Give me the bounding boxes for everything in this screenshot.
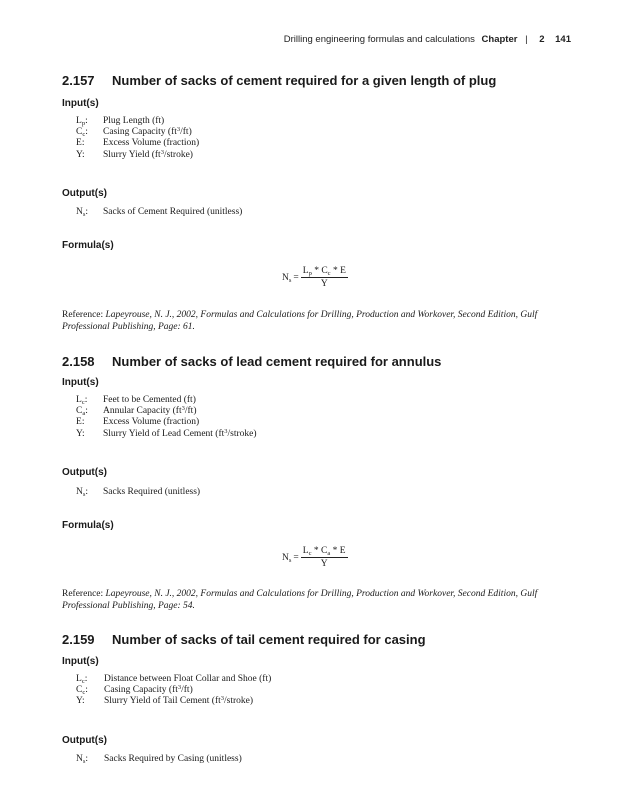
input-symbol: $L_p$: (76, 116, 88, 127)
section-number: 2.157 (62, 73, 95, 88)
outputs-list (76, 207, 242, 218)
input-item (76, 406, 257, 417)
reference (62, 588, 567, 612)
output-symbol: $N_s$: (76, 487, 89, 498)
reference-label: Reference: (62, 310, 106, 320)
section-title (62, 632, 426, 647)
output-item (76, 754, 242, 765)
section-heading: Number of sacks of cement required for a given length of plug (112, 73, 497, 88)
formula (282, 266, 348, 289)
formula-heading: Formula(s) (62, 240, 114, 251)
input-symbol: $C_a$: (76, 406, 88, 418)
outputs-heading: Output(s) (62, 188, 107, 199)
input-description: Feet to be Cemented (ft) (103, 395, 196, 405)
inputs-list (76, 674, 271, 708)
chapter-label: Chapter (481, 34, 518, 45)
input-description: Distance between Float Collar and Shoe (ft) (104, 674, 272, 684)
formula (282, 546, 348, 569)
input-symbol: Y: (76, 149, 85, 160)
section-title (62, 354, 441, 369)
output-description: Sacks Required (unitless) (103, 487, 201, 497)
output-item (76, 207, 242, 218)
output-description: Sacks of Cement Required (unitless) (103, 207, 243, 217)
input-description: Slurry Yield of Lead Cement $(ft^3/stroke)$ (103, 427, 257, 439)
section-heading: Number of sacks of tail cement required for casing (112, 632, 426, 647)
inputs-list (76, 395, 257, 440)
input-description: Slurry Yield of Tail Cement $(ft^3/stroke)$ (104, 695, 254, 707)
inputs-heading: Input(s) (62, 98, 99, 109)
input-description: Casing Capacity $(ft^3/ft)$ (103, 126, 192, 138)
input-description: Casing Capacity $(ft^3/ft)$ (104, 684, 193, 696)
formula-numerator: $L_p * C_c$ * E (302, 266, 346, 277)
input-symbol: $L_c$: (76, 395, 88, 406)
formula-numerator: $L_c * C_a$ * E (302, 546, 346, 557)
input-item (76, 138, 199, 149)
outputs-heading: Output(s) (62, 735, 107, 746)
header-title: Drilling engineering formulas and calculations (283, 34, 475, 45)
input-symbol: E: (76, 138, 85, 149)
header-separator: | (525, 34, 528, 45)
input-item (76, 395, 257, 406)
outputs-heading: Output(s) (62, 467, 107, 478)
inputs-heading: Input(s) (62, 377, 99, 388)
output-symbol: $N_s$: (76, 207, 89, 218)
inputs-list (76, 116, 199, 161)
input-item (76, 150, 199, 161)
input-item (76, 116, 199, 127)
output-symbol: $N_s$: (76, 754, 89, 765)
formula-lhs: $N_s$ (282, 272, 292, 284)
input-description: Annular Capacity $(ft^3/ft)$ (103, 405, 197, 417)
input-description: Excess Volume (fraction) (103, 138, 200, 149)
output-item (76, 487, 200, 498)
input-item (76, 127, 199, 138)
input-symbol: $L_c$: (76, 674, 88, 685)
input-description: Excess Volume (fraction) (103, 417, 200, 428)
formula-fraction (301, 266, 348, 289)
chapter-number: 2 (539, 34, 545, 45)
formula-denominator: Y (320, 279, 328, 289)
inputs-heading: Input(s) (62, 656, 99, 667)
formula-heading: Formula(s) (62, 520, 114, 531)
input-item (76, 429, 257, 440)
formula-denominator: Y (320, 559, 328, 569)
outputs-list (76, 487, 200, 498)
reference-citation: Lapeyrouse, N. J., 2002, Formulas and Calculations for Drilling, Production and Workover, Second Edition, Gulf Professional Publishing, Page: 61. (62, 310, 538, 332)
section-title (62, 73, 496, 88)
formula-lhs: $N_s$ (282, 552, 292, 564)
formula-equals: = (293, 272, 299, 283)
input-symbol: E: (76, 417, 85, 428)
input-symbol: $C_c$: (76, 685, 88, 697)
input-item (76, 685, 271, 696)
input-item (76, 674, 271, 685)
formula-equals: = (293, 552, 299, 563)
page-number: 141 (555, 34, 571, 45)
section-heading: Number of sacks of lead cement required for annulus (112, 354, 442, 369)
input-symbol: Y: (76, 428, 85, 439)
outputs-list (76, 754, 242, 765)
input-item (76, 417, 257, 428)
input-symbol: Y: (76, 696, 85, 707)
reference (62, 309, 567, 333)
input-description: Plug Length (ft) (103, 116, 165, 126)
reference-citation: Lapeyrouse, N. J., 2002, Formulas and Calculations for Drilling, Production and Workover, Second Edition, Gulf Professional Publishing, Page: 54. (62, 589, 538, 611)
input-symbol: $C_c$: (76, 127, 88, 139)
output-description: Sacks Required by Casing (unitless) (104, 754, 242, 764)
input-description: Slurry Yield $(ft^3/stroke)$ (103, 148, 193, 160)
formula-fraction (301, 546, 348, 569)
section-number: 2.159 (62, 632, 95, 647)
input-item (76, 696, 271, 707)
section-number: 2.158 (62, 354, 95, 369)
reference-label: Reference: (62, 589, 106, 599)
running-header (284, 34, 571, 45)
